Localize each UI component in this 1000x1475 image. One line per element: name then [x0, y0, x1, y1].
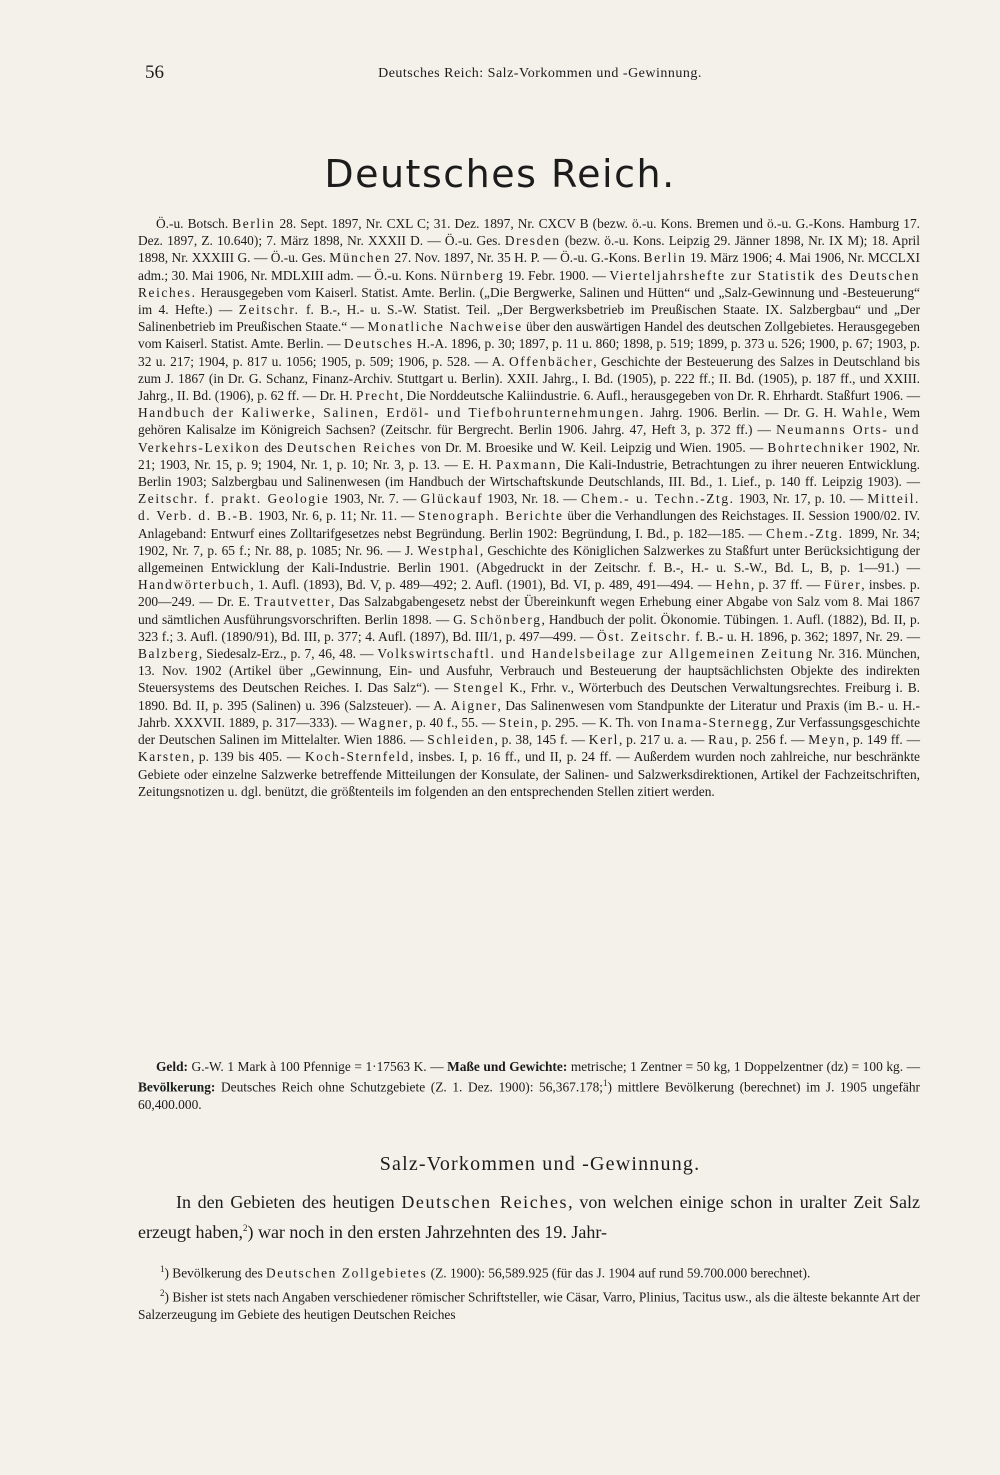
bevoelkerung-label: Bevölkerung:: [138, 1079, 216, 1095]
footnote-ref-2: 2: [242, 1223, 248, 1233]
statistics-paragraph: Geld: G.-W. 1 Mark à 100 Pfennige = 1·17563 K. — Maße und Gewichte: metrische; 1 Zentner = 50 kg, 1 Doppelzentner (dz) = 100 kg. — Bevölkerung: Deutsches Reich ohne Schutzgebiete (Z. 1. Dez. 1900): 56,367.178;$^1$) mittlere Bevölkerung (berechnet) im J. 1905 ungefähr 60,400.000.: [138, 1059, 920, 1112]
page-title: Deutsches Reich.: [324, 152, 676, 196]
sources-paragraph: [138, 215, 920, 800]
page-number: 56: [145, 62, 164, 83]
running-head: Deutsches Reich: Salz-Vorkommen und -Gewinnung.: [378, 66, 702, 81]
masse-label: Maße und Gewichte:: [447, 1059, 568, 1074]
geld-label: Geld:: [156, 1059, 188, 1074]
footnote-1: $^1$) Bevölkerung des Deutschen Zollgebietes (Z. 1900): 56,589.925 (für das J. 1904 auf rund 59.700.000 berechnet).: [160, 1264, 811, 1281]
body-paragraph: In den Gebieten des heutigen Deutschen Reiches, von welchen einige schon in uralter Zeit Salz erzeugt haben,$^2$) war noch in den ersten Jahrzehnten des 19. Jahr-: [138, 1192, 920, 1242]
footnote-ref-1: 1: [603, 1078, 608, 1089]
footnotes: [138, 1261, 920, 1327]
footnote-2: $^2$) Bisher ist stets nach Angaben verschiedener römischer Schriftsteller, wie Cäsar, Varro, Plinius, Tacitus usw., als die älteste bekannte Art der Salzerzeugung im Gebiete des heutigen Deutschen Reiches: [138, 1288, 920, 1322]
sources-text: Ö.-u. Botsch. Berlin 28. Sept. 1897, Nr. CXL C; 31. Dez. 1897, Nr. CXCV B (bezw. ö.-u. Kons. Bremen und ö.-u. G.-Kons. Hamburg 17. Dez. 1897, Z. 10.640); 7. März 1898, Nr. XXXII D. — Ö.-u. Ges. Dresden (bezw. ö.-u. Kons. Leipzig 29. Jänner 1898, Nr. IX M); 18. April 1898, Nr. XXXIII G. — Ö.-u. Ges. München 27. Nov. 1897, Nr. 35 H. P. — Ö.-u. G.-Kons. Berlin 19. März 1906; 4. Mai 1906, Nr. MCCLXI adm.; 30. Mai 1906, Nr. MDLXIII adm. — Ö.-u. Kons. Nürnberg 19. Febr. 1900. — Vierteljahrshefte zur Statistik des Deutschen Reiches. Herausgegeben vom Kaiserl. Statist. Amte. Berlin. („Die Bergwerke, Salinen und Hütten“ und „Salz-Gewinnung und -Besteuerung“ im 4. Hefte.) — Zeitschr. f. B.-, H.- u. S.-W. Statist. Teil. „Der Bergwerksbetrieb im Preußischen Staate. IX. Salzbergbau“ und „Der Salinenbetrieb im Preußischen Staate.“ — Monatliche Nachweise über den auswärtigen Handel des deutschen Zollgebietes. Herausgegeben vom Kaiserl. Statist. Amte. Berlin. — Deutsches H.-A. 1896, p. 30; 1897, p. 11 u. 860; 1898, p. 519; 1899, p. 373 u. 526; 1900, p. 67; 1903, p. 32 u. 217; 1904, p. 817 u. 1056; 1905, p. 509; 1906, p. 528. — A. Offenbächer, Geschichte der Besteuerung des Salzes in Deutschland bis zum J. 1867 (in Dr. G. Schanz, Finanz-Archiv. Stuttgart u. Berlin). XXII. Jahrg., I. Bd. (1905), p. 222 ff.; II. Bd. (1905), p. 187 ff., und XXIII. Jahrg., II. Bd. (1906), p. 62 ff. — Dr. H. Precht, Die Norddeutsche Kaliindustrie. 6. Aufl., herausgegeben von Dr. R. Ehrhardt. Staßfurt 1906. — Handbuch der Kaliwerke, Salinen, Erdöl- und Tiefbohrunternehmungen. Jahrg. 1906. Berlin. — Dr. G. H. Wahle, Wem gehören Kalisalze im Königreich Sachsen? (Zeitschr. für Bergrecht. Berlin 1906. Jahrg. 47, Heft 3, p. 372 ff.) — Neumanns Orts- und Verkehrs-Lexikon des Deutschen Reiches von Dr. M. Broesike und W. Keil. Leipzig und Wien. 1905. — Bohrtechniker 1902, Nr. 21; 1903, Nr. 15, p. 9; 1904, Nr. 1, p. 10; Nr. 3, p. 13. — E. H. Paxmann, Die Kali-Industrie, Betrachtungen zu ihrer neueren Entwicklung. Berlin 1903; Salzbergbau und Salinenwesen (im Handbuch der Wirtschaftskunde Deutschlands, III. Bd., 1. Lief., p. 140 ff. Leipzig 1903). — Zeitschr. f. prakt. Geologie 1903, Nr. 7. — Glückauf 1903, Nr. 18. — Chem.- u. Techn.-Ztg. 1903, Nr. 17, p. 10. — Mitteil. d. Verb. d. B.-B. 1903, Nr. 6, p. 11; Nr. 11. — Stenograph. Berichte über die Verhandlungen des Reichstages. II. Session 1900/02. IV. Anlageband: Entwurf eines Zolltarifgesetzes nebst Begründung. Berlin 1902: Begründung, I. Bd., p. 182—185. — Chem.-Ztg. 1899, Nr. 34; 1902, Nr. 7, p. 65 f.; Nr. 88, p. 1085; Nr. 96. — J. Westphal, Geschichte des Königlichen Salzwerkes zu Staßfurt unter Berücksichtigung der allgemeinen Entwicklung der Kali-Industrie. Berlin 1901. (Abgedruckt in der Zeitschr. f. B.-, H.- u. S.-W., Bd. L, B, p. 1—91.) — Handwörterbuch, 1. Aufl. (1893), Bd. V, p. 489—492; 2. Aufl. (1901), Bd. VI, p. 489, 491—494. — Hehn, p. 37 ff. — Fürer, insbes. p. 200—249. — Dr. E. Trautvetter, Das Salzabgabengesetz nebst der Übereinkunft wegen Erhebung einer Abgabe von Salz vom 8. Mai 1867 und sämtlichen Ausführungsvorschriften. Berlin 1898. — G. Schönberg, Handbuch der polit. Ökonomie. Tübingen. 1. Aufl. (1882), Bd. II, p. 323 f.; 3. Aufl. (1890/91), Bd. III, p. 377; 4. Aufl. (1897), Bd. III/1, p. 497—499. — Öst. Zeitschr. f. B.- u. H. 1896, p. 362; 1897, Nr. 29. — Balzberg, Siedesalz-Erz., p. 7, 46, 48. — Volkswirtschaftl. und Handelsbeilage zur Allgemeinen Zeitung Nr. 316. München, 13. Nov. 1902 (Artikel über „Gewinnung, Ein- und Ausfuhr, Verbrauch und Besteuerung der hauptsächlichsten Objekte des indirekten Steuersystems des Deutschen Reiches. I. Das Salz“). — Stengel K., Frhr. v., Wörterbuch des Deutschen Verwaltungsrechtes. Freiburg i. B. 1890. Bd. II, p. 395 (Salinen) u. 396 (Salzsteuer). — A. Aigner, Das Salinenwesen vom Standpunkte der Literatur und Praxis (im B.- u. H.-Jahrb. XXXVII. 1889, p. 317—333). — Wagner, p. 40 f., 55. — Stein, p. 295. — K. Th. von Inama-Sternegg, Zur Verfassungsgeschichte der Deutschen Salinen im Mittelalter. Wien 1886. — Schleiden, p. 38, 145 f. — Kerl, p. 217 u. a. — Rau, p. 256 f. — Meyn, p. 149 ff. — Karsten, p. 139 bis 405. — Koch-Sternfeld, insbes. I, p. 16 ff., und II, p. 24 ff. — Außerdem wurden noch zahlreiche, nur beschränkte Gebiete oder einzelne Salzwerke betreffende Mitteilungen der Konsulate, der Salinen- und Salzwerksdirektionen, Artikel der Fachzeitschriften, Zeitungsnotizen u. dgl. benützt, die größtenteils im folgenden an den entsprechenden Stellen zitiert werden.: [138, 216, 921, 799]
section-heading: Salz-Vorkommen und -Gewinnung.: [379, 1153, 701, 1175]
